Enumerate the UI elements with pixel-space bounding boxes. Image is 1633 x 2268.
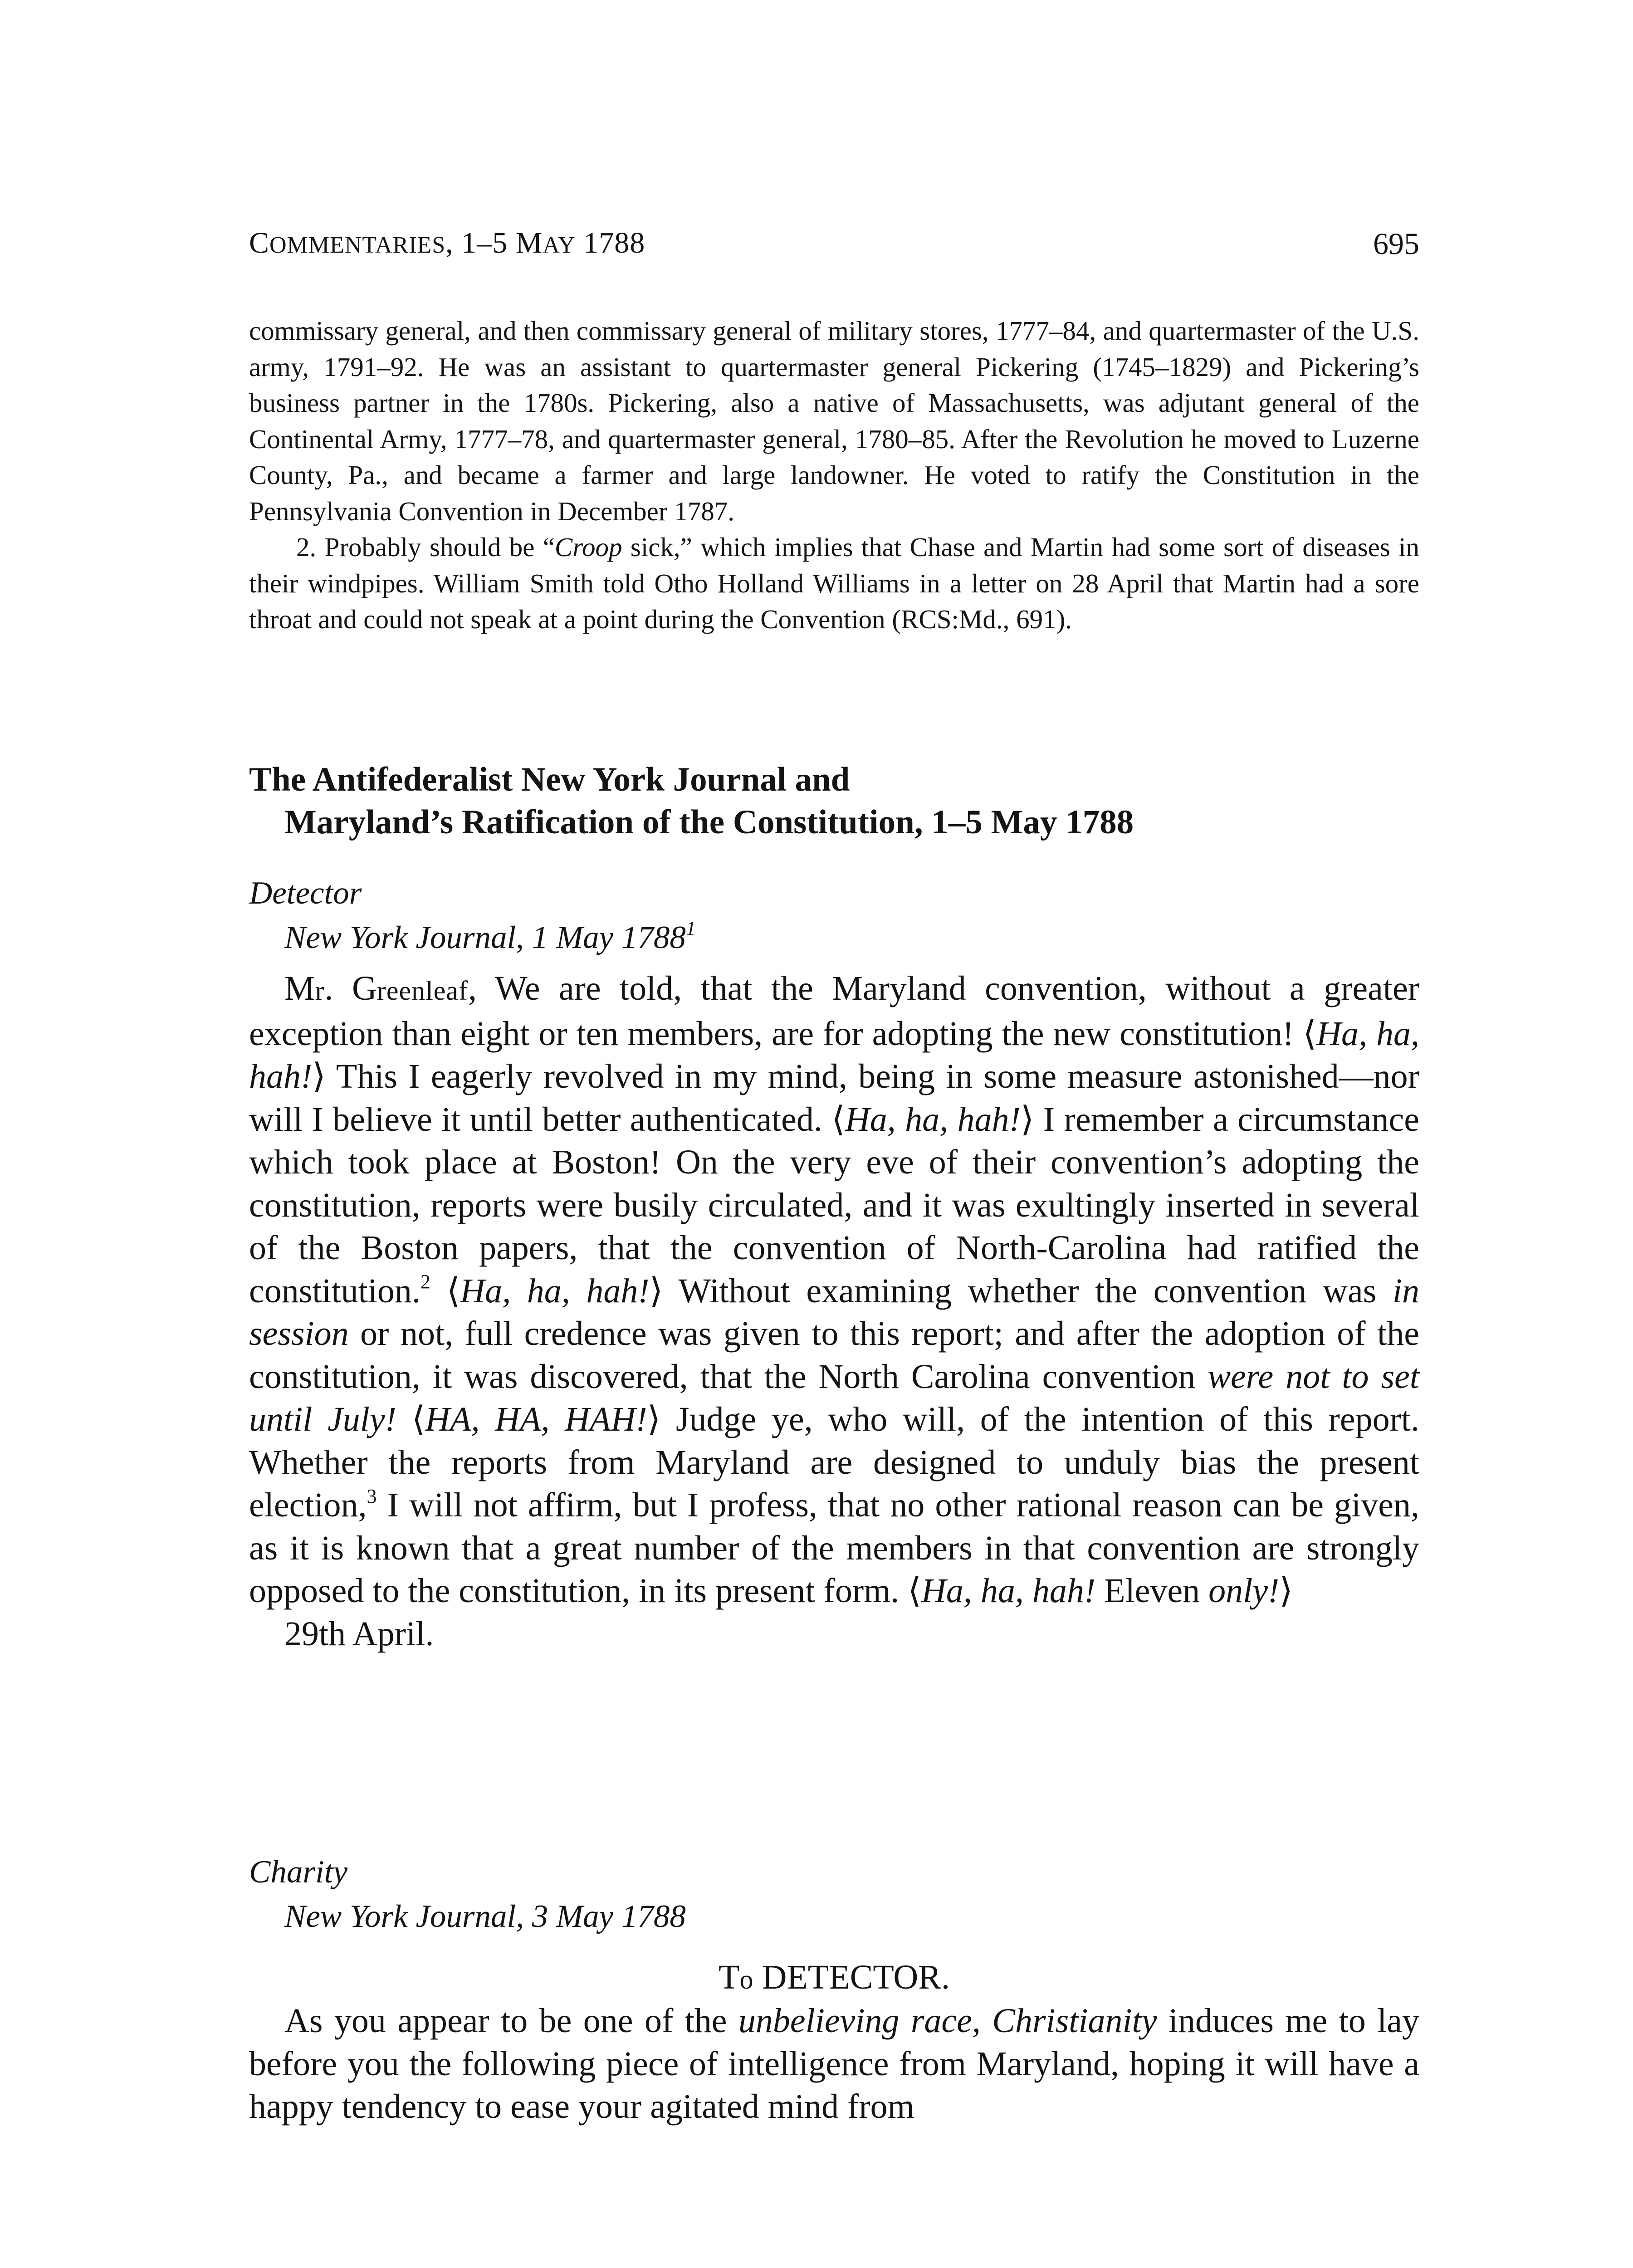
detector-author: Detector bbox=[249, 875, 362, 911]
charity-source: New York Journal, 3 May 1788 bbox=[284, 1899, 686, 1934]
running-head bbox=[249, 226, 1419, 271]
article-title bbox=[249, 758, 1419, 844]
note-ref-3: 3 bbox=[367, 1485, 377, 1507]
detector-byline bbox=[249, 871, 1419, 960]
salutation: Mr. Greenleaf bbox=[284, 969, 469, 1007]
footnote-2-croop: Croop bbox=[554, 532, 622, 562]
footnotes bbox=[249, 313, 1419, 638]
charity-letter bbox=[249, 1999, 1419, 2128]
charity-author: Charity bbox=[249, 1854, 347, 1890]
running-head-title: COMMENTARIES, 1–5 MAY 1788 bbox=[249, 226, 645, 259]
article-title-line-1: The Antifederalist New York Journal and bbox=[249, 761, 850, 798]
page-number: 695 bbox=[1373, 226, 1419, 261]
charity-paragraph: As you appear to be one of the unbelieving race, Christianity induces me to lay before you the following piece of intelligence from Maryland, hoping it will have a happy tendency to ease your agitated mind from bbox=[249, 2002, 1419, 2126]
charity-byline bbox=[249, 1850, 1419, 1939]
footnote-1-continued: commissary general, and then commissary general of military stores, 1777–84, and quartermaster of the U.S. army, 1791–92. He was an assistant to quartermaster general Pickering (1745–1829) and Pickering’s business partner in the 1780s. Pickering, also a native of Massachusetts, was adjutant general of the Continental Army, 1777–78, and quartermaster general, 1780–85. After the Revolution he moved to Luzerne County, Pa., and became a farmer and large landowner. He voted to ratify the Constitution in the Pennsylvania Convention in December 1787. bbox=[249, 316, 1419, 526]
note-ref-2: 2 bbox=[420, 1271, 430, 1293]
detector-letter bbox=[249, 967, 1419, 1655]
charity-address: To DETECTOR. bbox=[719, 1958, 950, 1996]
detector-date: 29th April. bbox=[284, 1614, 434, 1653]
article-title-line-2: Maryland’s Ratification of the Constitution, 1–5 May 1788 bbox=[284, 803, 1134, 841]
detector-source: New York Journal, 1 May 1788$^1$ bbox=[284, 917, 696, 955]
source-note-ref: 1 bbox=[685, 917, 696, 940]
footnote-2: 2. Probably should be “Croop sick,” which implies that Chase and Martin had some sort of diseases in their windpipes. William Smith told Otho Holland Williams in a letter on 28 April that Martin had a sore throat and could not speak at a point during the Convention (RCS:Md., 691). bbox=[249, 532, 1419, 634]
detector-paragraph: Mr. Greenleaf, We are told, that the Maryland convention, without a greater exception than eight or ten members, are for adopting the new constitution! ⟨Ha, ha, hah!⟩ This I eagerly revolved in my mind, being in some measure astonished—nor will I believe it until better authenticated. ⟨Ha, ha, hah!⟩ I remember a circumstance which took place at Boston! On the very eve of their convention’s adopting the constitution, reports were busily circulated, and it was exultingly inserted in several of the Boston papers, that the convention of North-Carolina had ratified the constitution.$^2$ ⟨Ha, ha, hah!⟩ Without examining whether the convention was in session or not, full credence was given to this report; and after the adoption of the constitution, it was discovered, that the North Carolina convention were not to set until July! ⟨HA, HA, HAH!⟩ Judge ye, who will, of the intention of this report. Whether the reports from Maryland are designed to unduly bias the present election,$^3$ I will not affirm, but I profess, that no other rational reason can be given, as it is known that a great number of the members in that convention are strongly opposed to the constitution, in its present form. ⟨Ha, ha, hah! Eleven only!⟩ bbox=[249, 969, 1420, 1610]
